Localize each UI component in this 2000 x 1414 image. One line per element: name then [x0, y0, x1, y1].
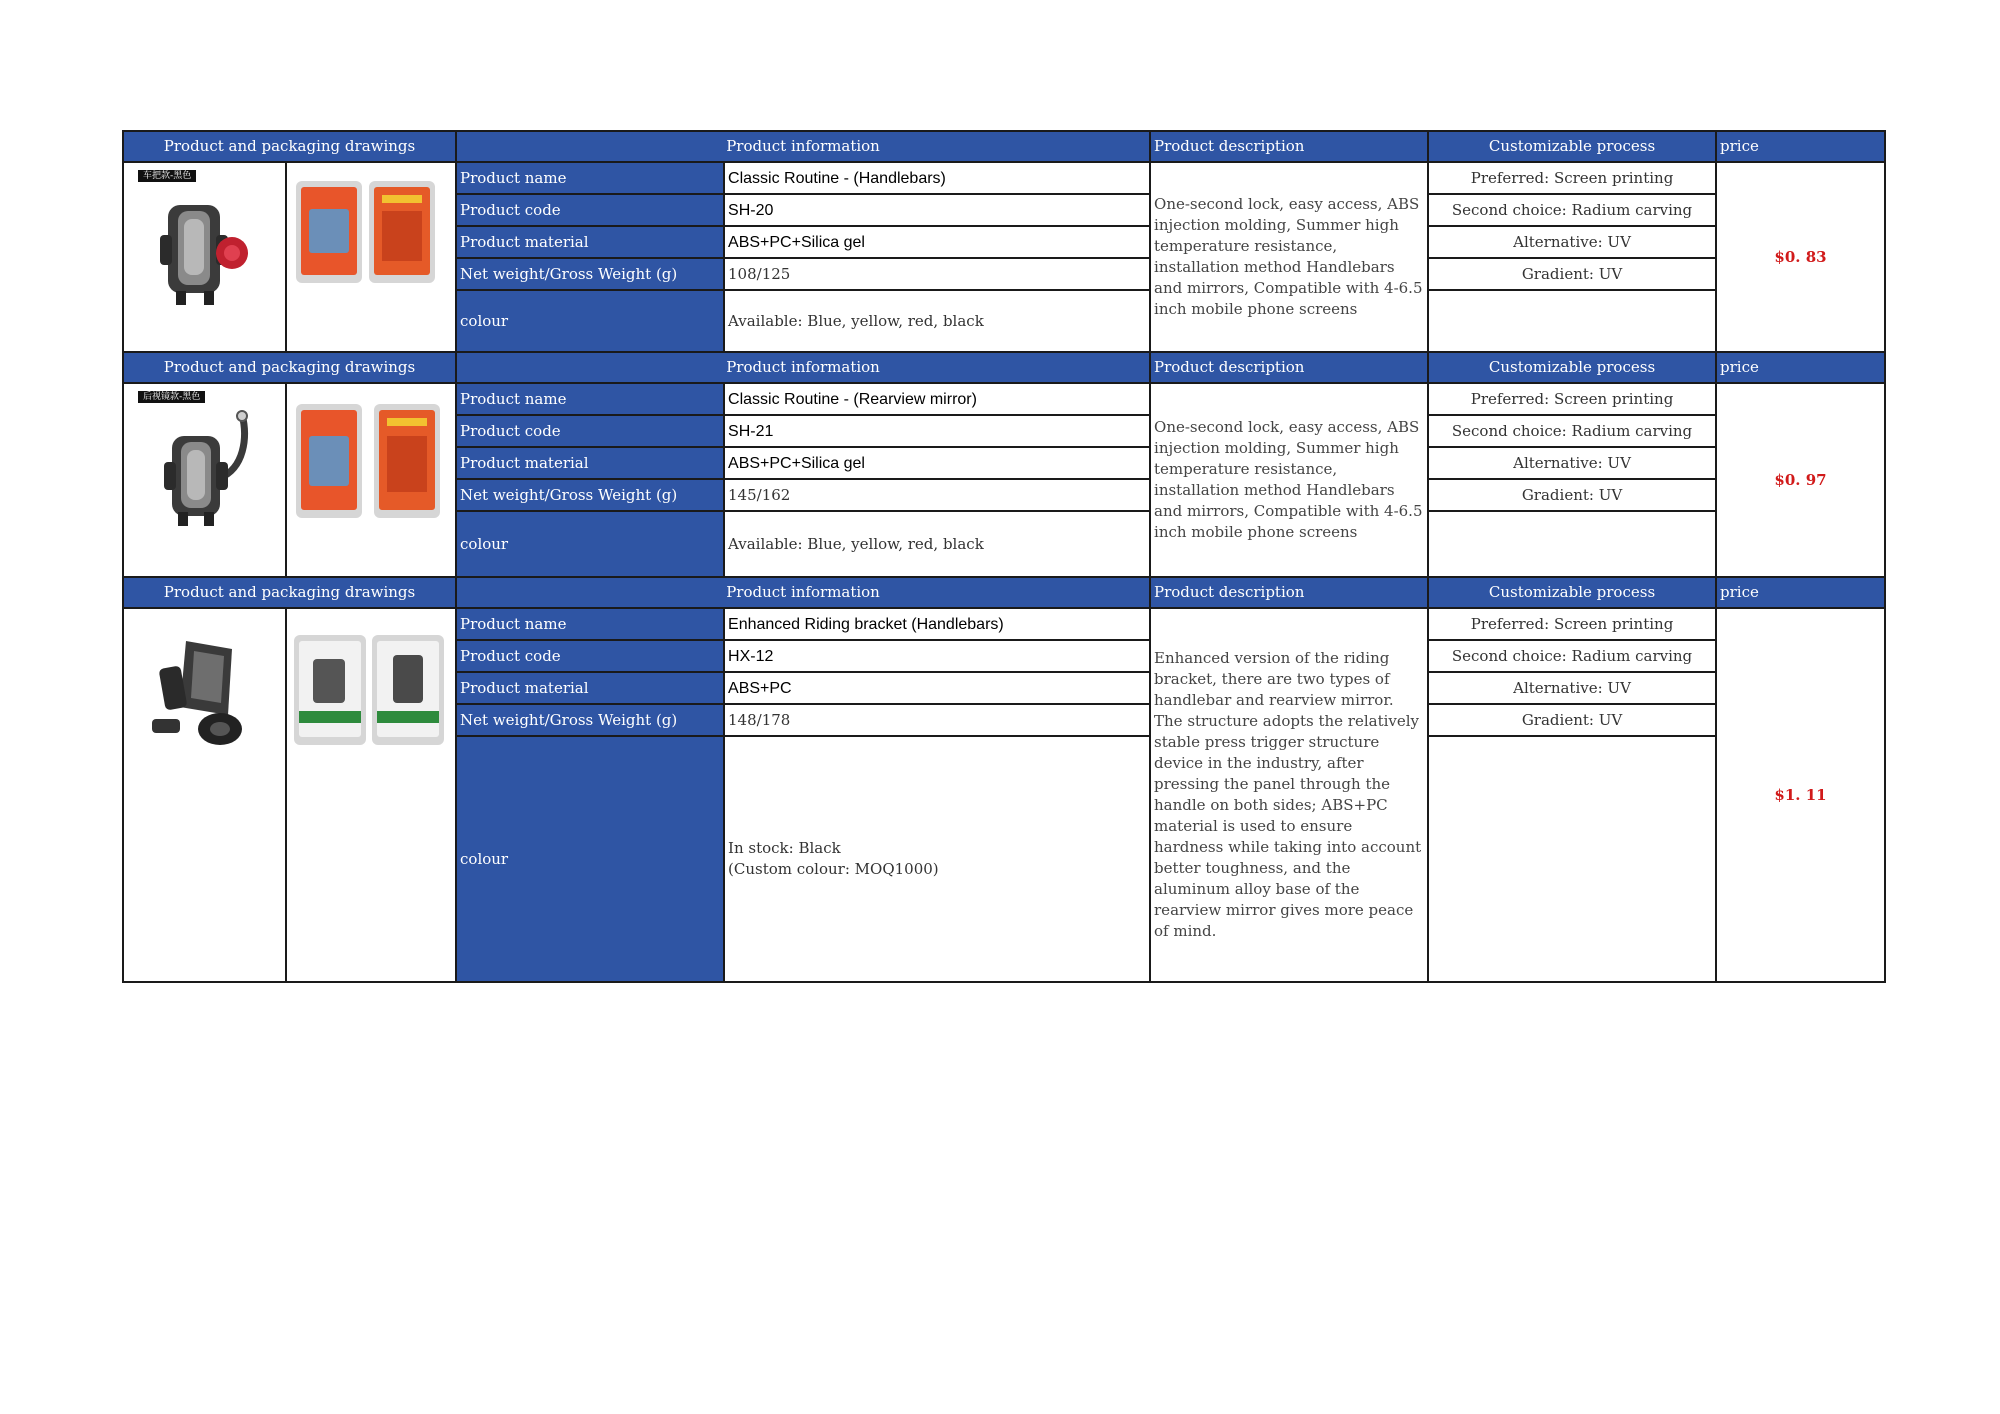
process-option: Second choice: Radium carving	[1428, 640, 1716, 672]
product-row	[123, 383, 1885, 415]
product-name: Classic Routine - (Handlebars)	[724, 162, 1150, 194]
process-option: Preferred: Screen printing	[1428, 383, 1716, 415]
process-empty	[1428, 511, 1716, 577]
label-product-code: Product code	[456, 415, 724, 447]
header-price: price	[1716, 131, 1885, 162]
label-product-code: Product code	[456, 194, 724, 226]
label-product-code: Product code	[456, 640, 724, 672]
product-material: ABS+PC+Silica gel	[724, 447, 1150, 479]
label-colour: colour	[456, 736, 724, 982]
package-box-front	[294, 635, 366, 745]
label-product-name: Product name	[456, 383, 724, 415]
product-colour	[724, 511, 1150, 577]
process-option: Second choice: Radium carving	[1428, 194, 1716, 226]
header-description: Product description	[1150, 577, 1428, 608]
header-drawings: Product and packaging drawings	[123, 131, 456, 162]
header-info: Product information	[456, 577, 1150, 608]
packaging-photo-cell	[286, 608, 456, 982]
phone-holder-image	[148, 637, 258, 749]
product-name: Enhanced Riding bracket (Handlebars)	[724, 608, 1150, 640]
header-info: Product information	[456, 352, 1150, 383]
product-sheet	[122, 130, 1886, 983]
product-code: SH-20	[724, 194, 1150, 226]
header-price: price	[1716, 577, 1885, 608]
colour-line: Available: Blue, yellow, red, black	[728, 534, 984, 553]
package-box-front	[296, 181, 362, 283]
phone-holder-image	[164, 408, 260, 532]
product-tag: 后视镜款-黑色	[138, 391, 205, 403]
label-weight: Net weight/Gross Weight (g)	[456, 479, 724, 511]
product-colour	[724, 736, 1150, 982]
packaging-photo-cell	[286, 383, 456, 577]
product-code: HX-12	[724, 640, 1150, 672]
header-process: Customizable process	[1428, 352, 1716, 383]
label-product-name: Product name	[456, 608, 724, 640]
product-weight: 148/178	[724, 704, 1150, 736]
product-description: Enhanced version of the riding bracket, there are two types of handlebar and rearview mirror. The structure adopts the relatively stable press trigger structure device in the industry, after pressing the panel through the handle on both sides; ABS+PC material is used to ensure hardness while taking into account better toughness, and the aluminum alloy base of the rearview mirror gives more peace of mind.	[1150, 608, 1428, 982]
header-drawings: Product and packaging drawings	[123, 577, 456, 608]
product-weight: 108/125	[724, 258, 1150, 290]
section-header	[123, 352, 1885, 383]
process-option: Alternative: UV	[1428, 447, 1716, 479]
label-product-material: Product material	[456, 672, 724, 704]
label-product-material: Product material	[456, 447, 724, 479]
process-option: Second choice: Radium carving	[1428, 415, 1716, 447]
product-photo-cell	[123, 608, 286, 982]
packaging-photo-cell	[286, 162, 456, 352]
process-option: Alternative: UV	[1428, 226, 1716, 258]
process-option: Preferred: Screen printing	[1428, 162, 1716, 194]
product-description: One-second lock, easy access, ABS injection molding, Summer high temperature resistance, installation method Handlebars and mirrors, Compatible with 4-6.5 inch mobile phone screens	[1150, 383, 1428, 577]
process-option: Alternative: UV	[1428, 672, 1716, 704]
package-box-front	[296, 404, 362, 518]
colour-line: Available: Blue, yellow, red, black	[728, 311, 984, 330]
section-header	[123, 577, 1885, 608]
process-option: Preferred: Screen printing	[1428, 608, 1716, 640]
product-row	[123, 608, 1885, 640]
product-name: Classic Routine - (Rearview mirror)	[724, 383, 1150, 415]
product-row	[123, 162, 1885, 194]
product-price: $1. 11	[1716, 608, 1885, 982]
section-header	[123, 131, 1885, 162]
product-material: ABS+PC	[724, 672, 1150, 704]
package-box-side	[374, 404, 440, 518]
header-price: price	[1716, 352, 1885, 383]
product-material: ABS+PC+Silica gel	[724, 226, 1150, 258]
label-product-name: Product name	[456, 162, 724, 194]
header-drawings: Product and packaging drawings	[123, 352, 456, 383]
header-process: Customizable process	[1428, 577, 1716, 608]
header-description: Product description	[1150, 131, 1428, 162]
product-price: $0. 83	[1716, 162, 1885, 352]
phone-holder-image	[160, 197, 252, 315]
colour-line-custom: (Custom colour: MOQ1000)	[728, 860, 939, 878]
process-option: Gradient: UV	[1428, 704, 1716, 736]
product-colour	[724, 290, 1150, 352]
package-box-side	[369, 181, 435, 283]
process-option: Gradient: UV	[1428, 479, 1716, 511]
label-product-material: Product material	[456, 226, 724, 258]
product-price: $0. 97	[1716, 383, 1885, 577]
process-empty	[1428, 290, 1716, 352]
label-colour: colour	[456, 511, 724, 577]
label-colour: colour	[456, 290, 724, 352]
product-photo-cell	[123, 162, 286, 352]
colour-line: In stock: Black	[728, 839, 841, 857]
process-option: Gradient: UV	[1428, 258, 1716, 290]
header-description: Product description	[1150, 352, 1428, 383]
header-process: Customizable process	[1428, 131, 1716, 162]
package-box-side	[372, 635, 444, 745]
process-empty	[1428, 736, 1716, 982]
product-photo-cell	[123, 383, 286, 577]
label-weight: Net weight/Gross Weight (g)	[456, 258, 724, 290]
product-description: One-second lock, easy access, ABS injection molding, Summer high temperature resistance, installation method Handlebars and mirrors, Compatible with 4-6.5 inch mobile phone screens	[1150, 162, 1428, 352]
product-code: SH-21	[724, 415, 1150, 447]
product-weight: 145/162	[724, 479, 1150, 511]
product-tag: 车把款-黑色	[138, 170, 196, 182]
header-info: Product information	[456, 131, 1150, 162]
label-weight: Net weight/Gross Weight (g)	[456, 704, 724, 736]
